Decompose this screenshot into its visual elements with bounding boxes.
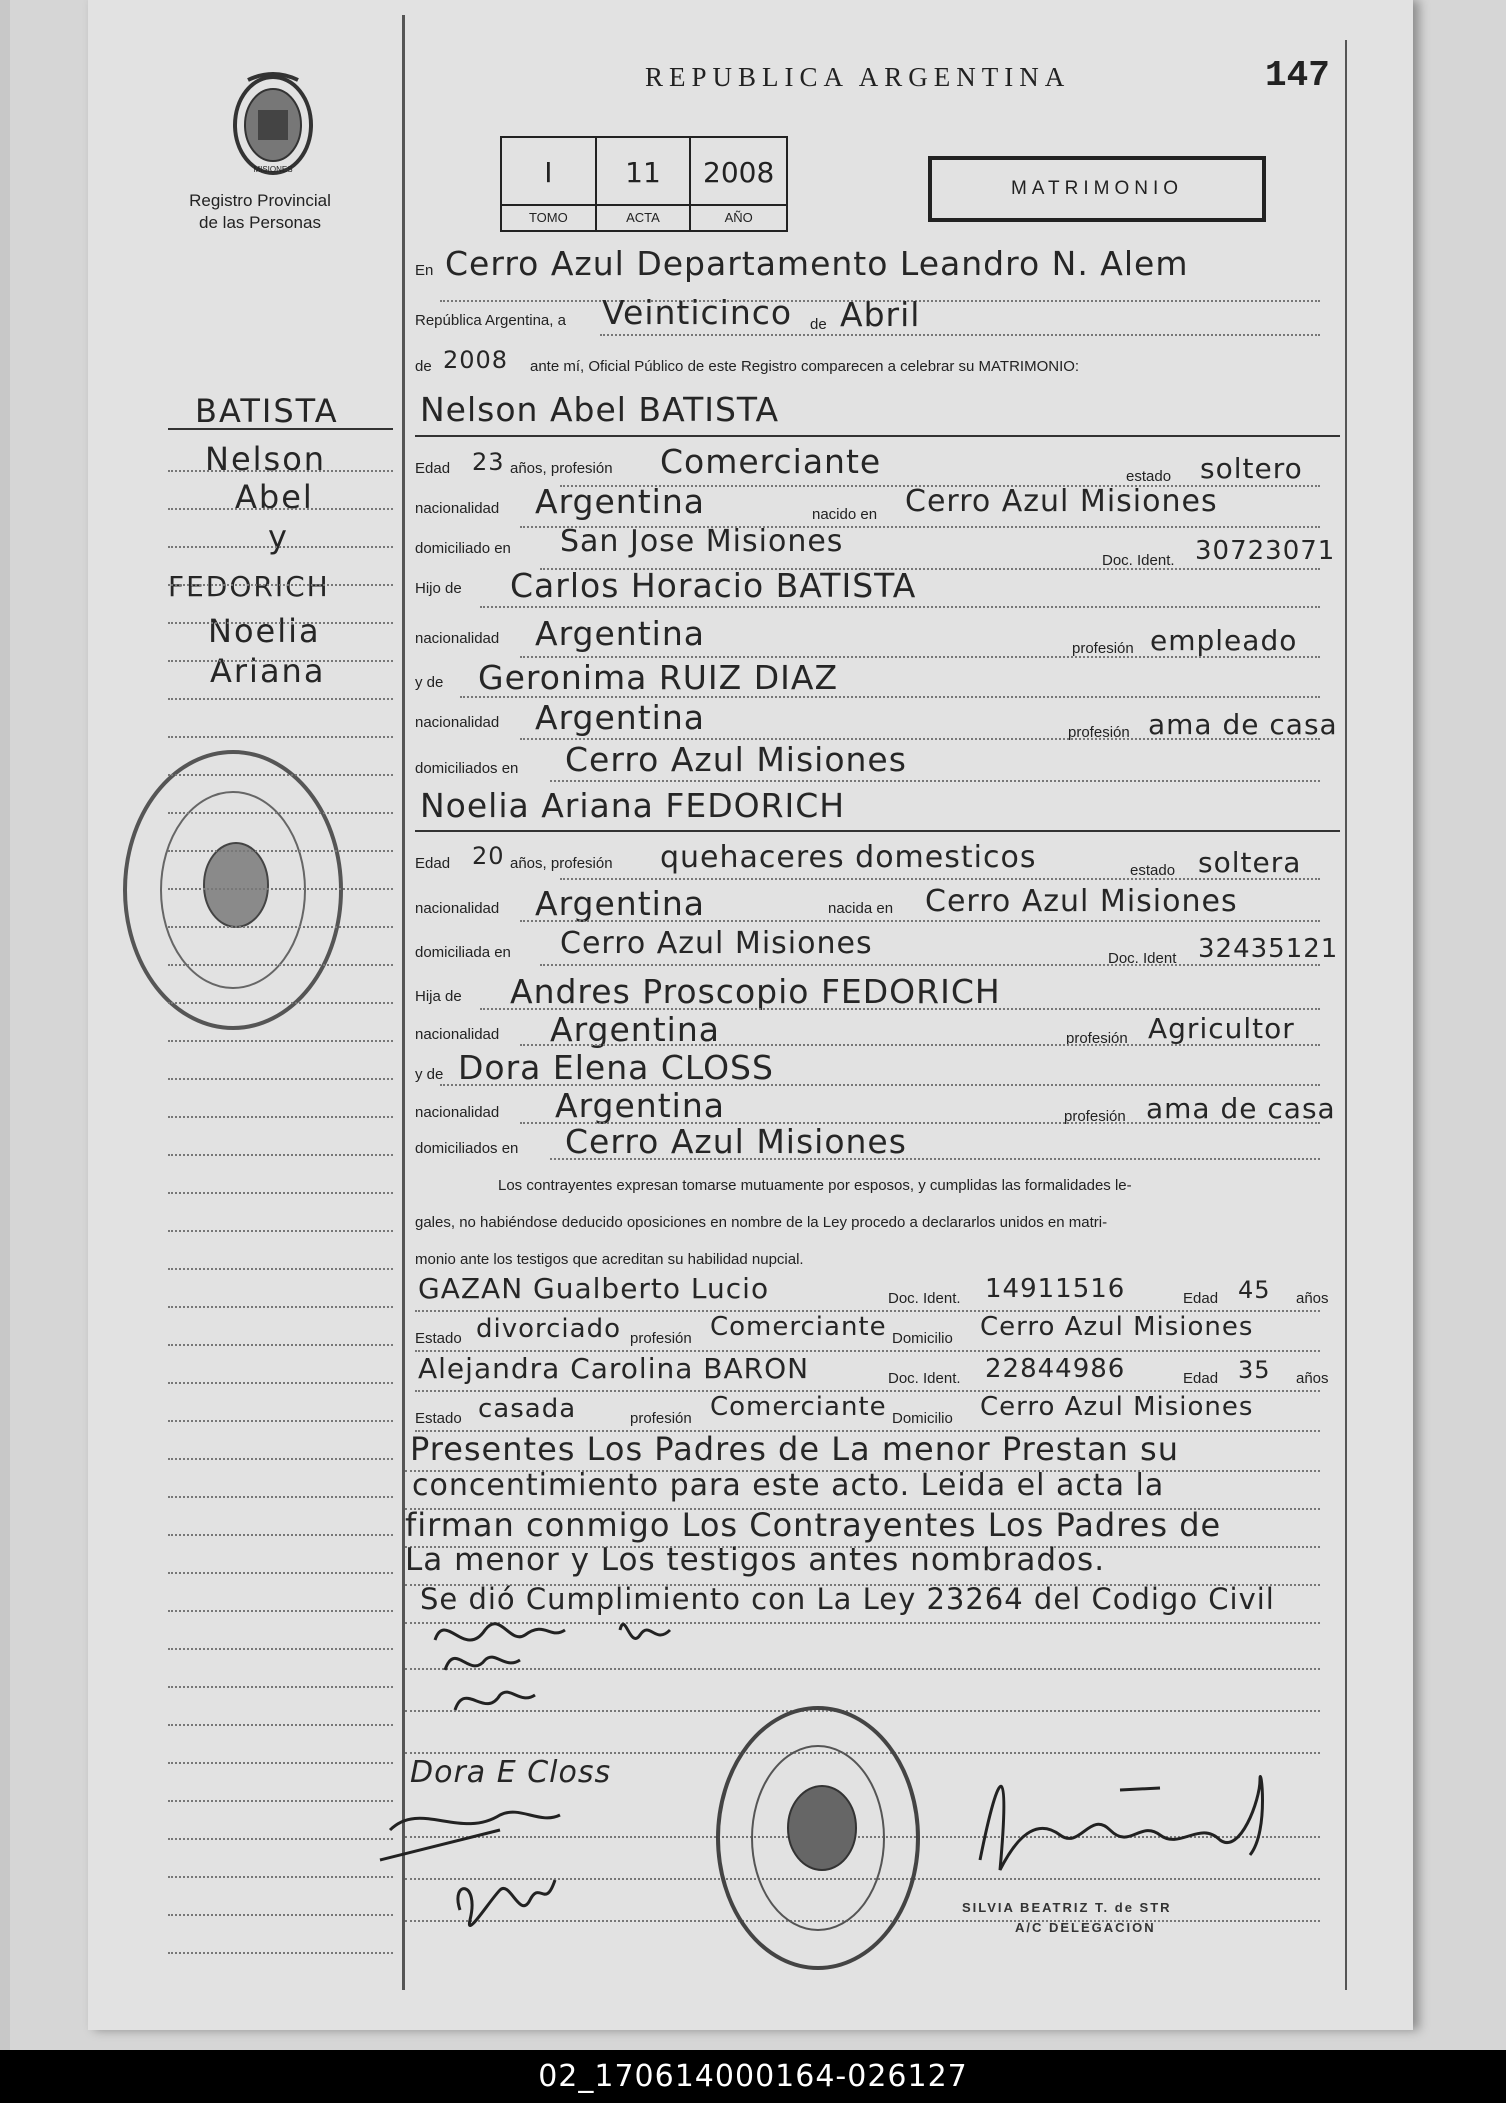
marriage-place: Cerro Azul Departamento Leandro N. Alem: [445, 244, 1189, 283]
margin-rule-line: [168, 1230, 393, 1232]
bride-father: Andres Proscopio FEDORICH: [510, 972, 1001, 1011]
groom-estado-label: estado: [1126, 468, 1172, 485]
margin-rule-line: [168, 1458, 393, 1460]
signature-witnesses: [370, 1790, 630, 1960]
bride-line-1: [560, 878, 1320, 880]
svg-text:MISIONES: MISIONES: [253, 165, 293, 174]
margin-rule-line: [168, 1686, 393, 1688]
margin-rule-line: [168, 1420, 393, 1422]
coat-of-arms-icon: [228, 70, 318, 180]
folio-number: 147: [1265, 55, 1330, 96]
margin-name-ariana: Ariana: [210, 652, 326, 690]
tomo-cell: [502, 138, 597, 230]
margin-surname-groom: BATISTA: [195, 392, 339, 430]
marriage-month: Abril: [840, 295, 921, 334]
bride-profession: quehaceres domesticos: [660, 840, 1037, 875]
groom-nacido-label: nacido en: [812, 506, 878, 523]
witness1-age: 45: [1238, 1276, 1271, 1304]
note-line-5: Se dió Cumplimiento con La Ley 23264 del Codigo Civil: [420, 1582, 1275, 1616]
bride-full-name: Noelia Ariana FEDORICH: [420, 786, 846, 825]
bride-nacionalidad-label: nacionalidad: [415, 900, 500, 917]
declaration-line-3: monio ante los testigos que acreditan su habilidad nupcial.: [415, 1251, 804, 1268]
registry-label: [160, 190, 360, 234]
groom-y-de-label: y de: [415, 674, 444, 691]
groom-father-nationality: Argentina: [535, 614, 705, 653]
margin-rule-line: [168, 1762, 393, 1764]
witness1-estado-label: Estado: [415, 1330, 462, 1347]
groom-mother-nac-label: nacionalidad: [415, 714, 500, 731]
witness2-prof-label: profesión: [630, 1410, 692, 1427]
bride-name-rule: [415, 830, 1340, 832]
margin-stamp: [118, 745, 348, 1035]
groom-mother-nationality: Argentina: [535, 698, 705, 737]
groom-line-4: [480, 606, 1320, 608]
bride-mother-profession: ama de casa: [1146, 1092, 1336, 1125]
margin-rule-line: [168, 1344, 393, 1346]
date-line: [600, 334, 1320, 336]
margin-rule-line: [168, 1610, 393, 1612]
signature-groom: [425, 1600, 695, 1740]
margin-rule-line: [168, 622, 393, 624]
margin-rule-line: [168, 546, 393, 548]
bride-domiciliada-label: domiciliada en: [415, 944, 511, 961]
margin-rule-line: [168, 1268, 393, 1270]
margin-rule-line: [168, 850, 393, 852]
bride-parents-domicile: Cerro Azul Misiones: [565, 1122, 907, 1161]
witness2-doc-label: Doc. Ident.: [888, 1370, 961, 1387]
margin-rule-line: [168, 1534, 393, 1536]
margin-rule-line: [168, 1800, 393, 1802]
registry-line-2: de las Personas: [199, 213, 321, 232]
groom-domiciliado-label: domiciliado en: [415, 540, 511, 557]
bride-birthplace: Cerro Azul Misiones: [925, 884, 1238, 919]
witness1-state: divorciado: [476, 1314, 622, 1344]
margin-rule-line: [168, 736, 393, 738]
witness2-profession: Comerciante: [710, 1392, 887, 1422]
groom-father: Carlos Horacio BATISTA: [510, 566, 917, 605]
margin-rule-line: [168, 964, 393, 966]
ano-value: 2008: [703, 156, 775, 189]
hija-de-label: Hija de: [415, 988, 462, 1005]
witness2-estado-label: Estado: [415, 1410, 462, 1427]
bride-father-nac-label: nacionalidad: [415, 1026, 500, 1043]
groom-age: 23: [472, 448, 505, 476]
margin-rule-line: [168, 1078, 393, 1080]
margin-rule-line: [168, 1952, 393, 1954]
acta-value: 11: [625, 156, 661, 189]
groom-profession: Comerciante: [660, 442, 882, 481]
tomo-value: I: [544, 156, 553, 189]
de-label: de: [810, 316, 827, 333]
groom-profesion-label: años, profesión: [510, 460, 613, 477]
record-number-box: [500, 136, 788, 232]
margin-rule-line: [168, 926, 393, 928]
de2-label: de: [415, 358, 432, 375]
margin-rule-line: [168, 1496, 393, 1498]
witness2-anos-label: años: [1296, 1370, 1329, 1387]
margin-name-noelia: Noelia: [208, 612, 321, 650]
margin-rule-line: [168, 1572, 393, 1574]
margin-rule-line: [168, 508, 393, 510]
margin-rule-line: [168, 1838, 393, 1840]
bride-parents-dom-label: domiciliados en: [415, 1140, 519, 1157]
groom-doc-label: Doc. Ident.: [1102, 552, 1175, 569]
bride-mother: Dora Elena CLOSS: [458, 1048, 774, 1087]
groom-father-prof-label: profesión: [1072, 640, 1134, 657]
margin-rule-line: [168, 1154, 393, 1156]
witness2-domicile: Cerro Azul Misiones: [980, 1392, 1254, 1422]
bride-estado-label: estado: [1130, 862, 1176, 879]
image-id-footer: 02_170614000164-026127: [0, 2050, 1506, 2103]
page-title: REPUBLICA ARGENTINA: [645, 62, 1071, 92]
bride-line-2: [520, 920, 1320, 922]
margin-rule-line: [168, 774, 393, 776]
note-line-3: firman conmigo Los Contrayentes Los Padres de: [405, 1506, 1222, 1544]
groom-edad-label: Edad: [415, 460, 451, 477]
registry-line-1: Registro Provincial: [189, 191, 331, 210]
bride-nacida-label: nacida en: [828, 900, 894, 917]
groom-mother-profession: ama de casa: [1148, 708, 1338, 741]
witness2-dom-label: Domicilio: [892, 1410, 953, 1427]
bride-domicile: Cerro Azul Misiones: [560, 926, 873, 961]
note-line-4: La menor y Los testigos antes nombrados.: [405, 1542, 1106, 1578]
groom-civil-state: soltero: [1200, 452, 1303, 485]
margin-surname-bride: FEDORICH: [168, 570, 330, 603]
bottom-stamp: [712, 1702, 924, 1974]
witness2-name: Alejandra Carolina BARON: [418, 1352, 810, 1385]
witness1-prof-label: profesión: [630, 1330, 692, 1347]
margin-rule: [402, 15, 405, 1990]
groom-father-profession: empleado: [1150, 624, 1298, 657]
bride-doc-number: 32435121: [1198, 934, 1339, 964]
margin-name-y: y: [268, 518, 289, 556]
margin-rule-line: [168, 1002, 393, 1004]
bride-father-profession: Agricultor: [1148, 1012, 1295, 1045]
witness1-dom-label: Domicilio: [892, 1330, 953, 1347]
marriage-year: 2008: [443, 346, 509, 374]
witness2-state: casada: [478, 1394, 577, 1424]
bride-mother-nac-label: nacionalidad: [415, 1104, 500, 1121]
witness1-name: GAZAN Gualberto Lucio: [418, 1272, 770, 1305]
bride-civil-state: soltera: [1198, 846, 1302, 879]
declaration-line-2: gales, no habiéndose deducido oposiciones en nombre de la Ley procedo a declararlos unidos en matri-: [415, 1214, 1108, 1231]
groom-doc-number: 30723071: [1195, 536, 1336, 566]
republica-label: República Argentina, a: [415, 312, 566, 329]
officer-name: SILVIA BEATRIZ T. de STR: [962, 1900, 1172, 1915]
bride-edad-label: Edad: [415, 855, 451, 872]
margin-rule-line: [168, 1192, 393, 1194]
groom-parents-domicile: Cerro Azul Misiones: [565, 740, 907, 779]
groom-domicile: San Jose Misiones: [560, 524, 844, 559]
groom-father-nac-label: nacionalidad: [415, 630, 500, 647]
witness1-doc-label: Doc. Ident.: [888, 1290, 961, 1307]
witness1-domicile: Cerro Azul Misiones: [980, 1312, 1254, 1342]
signature-dora-closs: Dora E Closs: [410, 1755, 612, 1790]
witness1-edad-label: Edad: [1183, 1290, 1219, 1307]
marriage-day: Veinticinco: [602, 293, 793, 332]
bride-mother-nationality: Argentina: [555, 1086, 725, 1125]
bride-nationality: Argentina: [535, 884, 705, 923]
groom-parents-dom-label: domiciliados en: [415, 760, 519, 777]
ano-cell: [691, 138, 786, 230]
witness2-age: 35: [1238, 1356, 1271, 1384]
bride-mother-prof-label: profesión: [1064, 1108, 1126, 1125]
hijo-de-label: Hijo de: [415, 580, 462, 597]
margin-rule-line: [168, 1040, 393, 1042]
witness1-anos-label: años: [1296, 1290, 1329, 1307]
bride-age: 20: [472, 842, 505, 870]
note-line-2: concentimiento para este acto. Leida el acta la: [412, 1468, 1165, 1503]
groom-mother-prof-label: profesión: [1068, 724, 1130, 741]
margin-rule-line: [168, 1116, 393, 1118]
witness2-edad-label: Edad: [1183, 1370, 1219, 1387]
witness1-profession: Comerciante: [710, 1312, 887, 1342]
bride-y-de-label: y de: [415, 1066, 444, 1083]
right-rule: [1345, 40, 1347, 1990]
margin-rule-line: [168, 1306, 393, 1308]
bride-profesion-label: años, profesión: [510, 855, 613, 872]
declaration-line-1: Los contrayentes expresan tomarse mutuamente por esposos, y cumplidas las formalidades le-: [498, 1177, 1132, 1194]
groom-nacionalidad-label: nacionalidad: [415, 500, 500, 517]
margin-rule-line: [168, 470, 393, 472]
margin-rule-line: [168, 1724, 393, 1726]
groom-line-8: [550, 780, 1320, 782]
note-line-1: Presentes Los Padres de La menor Prestan su: [410, 1430, 1179, 1468]
margin-rule-line: [168, 1914, 393, 1916]
groom-full-name: Nelson Abel BATISTA: [420, 390, 780, 429]
bride-father-prof-label: profesión: [1066, 1030, 1128, 1047]
signature-officer: [960, 1740, 1320, 1890]
margin-rule-line: [168, 584, 393, 586]
en-label: En: [415, 262, 434, 279]
officer-role: A/C DELEGACION: [1015, 1920, 1156, 1935]
groom-mother: Geronima RUIZ DIAZ: [478, 658, 839, 697]
groom-birthplace: Cerro Azul Misiones: [905, 484, 1218, 519]
intro-statement: ante mí, Oficial Público de este Registro comparecen a celebrar su MATRIMONIO:: [530, 358, 1080, 375]
margin-rule-line: [168, 660, 393, 662]
acta-cell: [597, 138, 692, 230]
bride-line-8: [550, 1158, 1320, 1160]
bride-line-5: [520, 1044, 1320, 1046]
margin-rule-line: [168, 1876, 393, 1878]
document-type-box: MATRIMONIO: [928, 156, 1266, 222]
witness2-doc: 22844986: [985, 1354, 1126, 1384]
margin-rule-line: [168, 812, 393, 814]
margin-name-nelson: Nelson: [205, 440, 327, 478]
acta-label: ACTA: [597, 204, 690, 230]
ano-label: AÑO: [691, 204, 786, 230]
tomo-label: TOMO: [502, 204, 595, 230]
bride-father-nationality: Argentina: [550, 1010, 720, 1049]
binding-edge: [0, 0, 10, 2050]
margin-rule-line: [168, 888, 393, 890]
groom-nationality: Argentina: [535, 482, 705, 521]
witness1-doc: 14911516: [985, 1274, 1126, 1304]
margin-rule-line: [168, 1648, 393, 1650]
margin-rule-line: [168, 1382, 393, 1384]
bride-line-3: [540, 964, 1320, 966]
bride-doc-label: Doc. Ident: [1108, 950, 1177, 967]
margin-name-abel: Abel: [235, 478, 314, 516]
margin-rule-line: [168, 698, 393, 700]
groom-name-rule: [415, 435, 1340, 437]
